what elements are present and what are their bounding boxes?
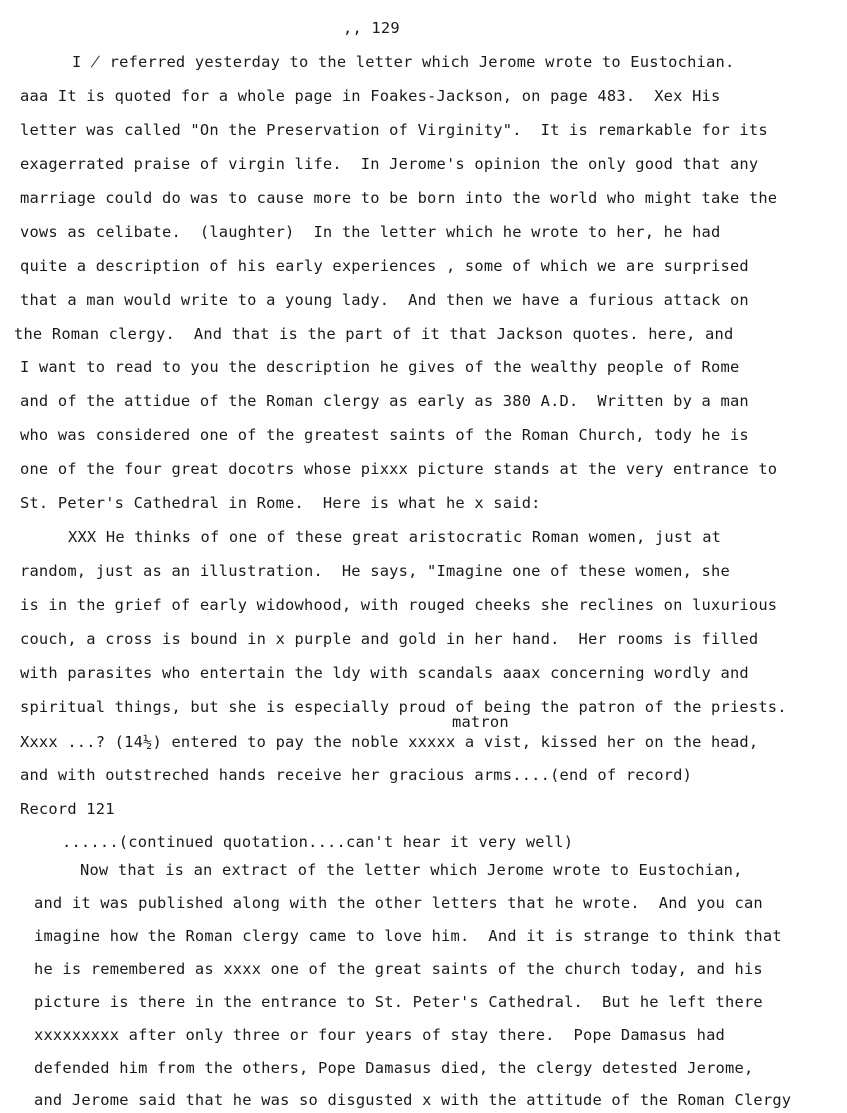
- text-line: is in the grief of early widowhood, with rouged cheeks she reclines on luxurious: [20, 596, 778, 614]
- text-line: spiritual things, but she is especially proud of being the patron of the priests.: [20, 698, 787, 716]
- text-line: I want to read to you the description he gives of the wealthy people of Rome: [20, 358, 740, 376]
- text-line: picture is there in the entrance to St. Peter's Cathedral. But he left there: [34, 993, 763, 1011]
- text-line: and it was published along with the other letters that he wrote. And you can: [34, 894, 763, 912]
- text-line: xxxxxxxxx after only three or four years of stay there. Pope Damasus had: [34, 1026, 726, 1044]
- text-line: random, just as an illustration. He says, "Imagine one of these women, she: [20, 562, 730, 580]
- text-line: exagerrated praise of virgin life. In Jerome's opinion the only good that any: [20, 155, 759, 173]
- text-line: I ̸ referred yesterday to the letter which Jerome wrote to Eustochian.: [72, 53, 735, 71]
- text-line: XXX He thinks of one of these great aristocratic Roman women, just at: [68, 528, 722, 546]
- interlinear-correction: matron: [452, 713, 509, 731]
- text-line: he is remembered as xxxx one of the great saints of the church today, and his: [34, 960, 763, 978]
- text-line: with parasites who entertain the ldy with scandals aaax concerning wordly and: [20, 664, 749, 682]
- text-line: quite a description of his early experiences , some of which we are surprised: [20, 257, 749, 275]
- text-line: that a man would write to a young lady. And then we have a furious attack on: [20, 291, 749, 309]
- continued-note: ......(continued quotation....can't hear it very well): [62, 833, 574, 851]
- page-number: ,, 129: [343, 19, 400, 37]
- text-line: and Jerome said that he was so disgusted x with the attitude of the Roman Clergy: [34, 1091, 792, 1109]
- text-line: aaa It is quoted for a whole page in Foakes-Jackson, on page 483. Xex His: [20, 87, 721, 105]
- record-label: Record 121: [20, 800, 115, 818]
- text-line: Xxxx ...? (14½) entered to pay the noble xxxxx a vist, kissed her on the head,: [20, 733, 759, 751]
- text-line: marriage could do was to cause more to be born into the world who might take the: [20, 189, 778, 207]
- text-line: vows as celibate. (laughter) In the letter which he wrote to her, he had: [20, 223, 721, 241]
- text-line: one of the four great docotrs whose pixxx picture stands at the very entrance to: [20, 460, 778, 478]
- text-line: imagine how the Roman clergy came to love him. And it is strange to think that: [34, 927, 782, 945]
- text-line: Now that is an extract of the letter which Jerome wrote to Eustochian,: [80, 861, 743, 879]
- text-line: who was considered one of the greatest saints of the Roman Church, tody he is: [20, 426, 749, 444]
- text-line: and of the attidue of the Roman clergy as early as 380 A.D. Written by a man: [20, 392, 749, 410]
- text-line: defended him from the others, Pope Damasus died, the clergy detested Jerome,: [34, 1059, 754, 1077]
- text-line: and with outstreched hands receive her gracious arms....(end of record): [20, 766, 693, 784]
- text-line: the Roman clergy. And that is the part of it that Jackson quotes. here, and: [14, 325, 734, 343]
- text-line: letter was called "On the Preservation of Virginity". It is remarkable for its: [20, 121, 768, 139]
- text-line: couch, a cross is bound in x purple and gold in her hand. Her rooms is filled: [20, 630, 759, 648]
- text-line: St. Peter's Cathedral in Rome. Here is what he x said:: [20, 494, 541, 512]
